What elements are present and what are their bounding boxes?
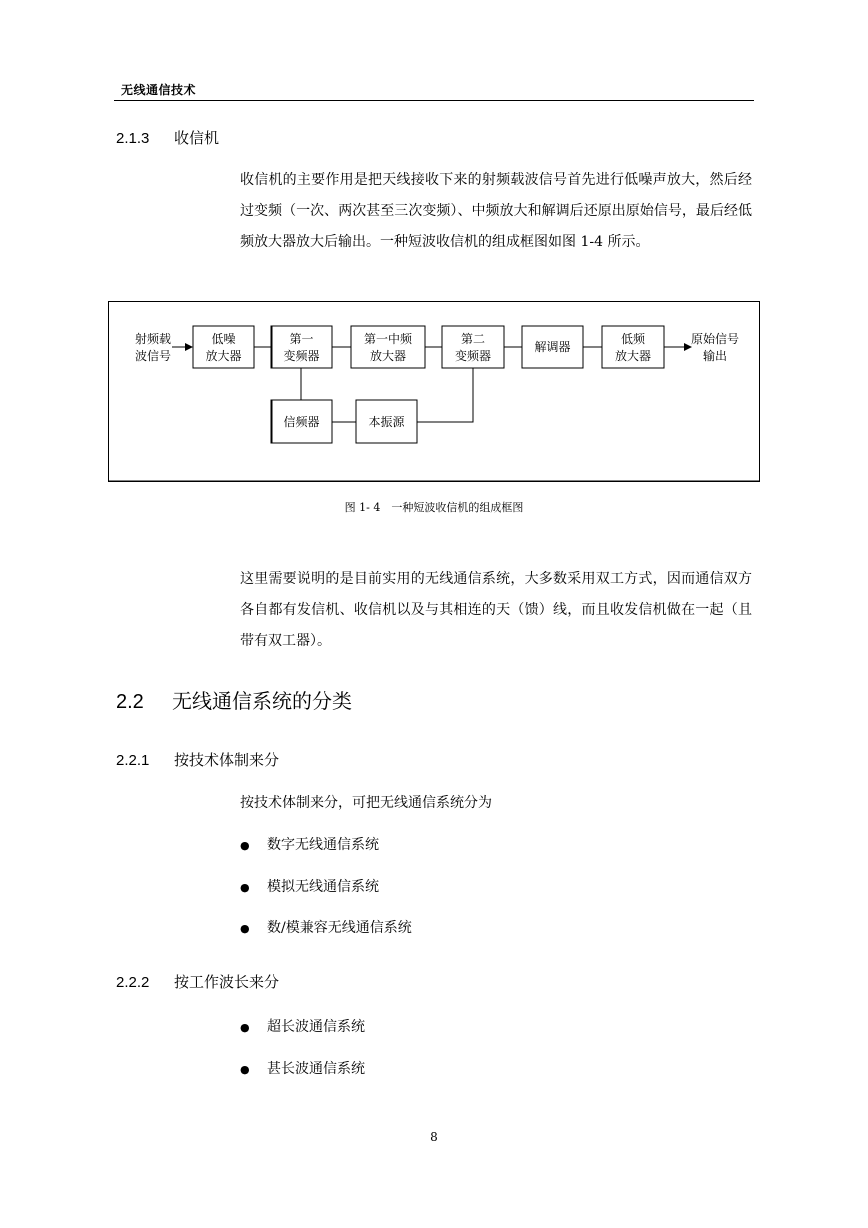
input-arrow-icon — [185, 343, 193, 351]
receiver-block-diagram — [108, 301, 760, 482]
bullet-icon: ● — [240, 881, 250, 894]
input-label-line1: 射频载 — [134, 332, 172, 346]
section-heading-2-2 — [116, 685, 352, 714]
list-item-text: 模拟无线通信系统 — [267, 879, 379, 895]
block-label: 变频器 — [283, 349, 320, 363]
section-title: 按技术体制来分 — [174, 752, 280, 769]
block-label: 变频器 — [454, 349, 492, 363]
header-rule — [114, 100, 754, 101]
section-title: 无线通信系统的分类 — [172, 691, 352, 713]
bullet-icon: ● — [240, 1021, 250, 1034]
section-number: 2.1.3 — [116, 130, 150, 147]
figure-caption: 图 1- 4 一种短波收信机的组成框图 — [344, 501, 524, 514]
duplex-paragraph: 这里需要说明的是目前实用的无线通信系统，大多数采用双工方式，因而通信双方各自都有发信机、收信机以及与其相连的天（馈）线，而且收发信机做在一起（且带有双工器）。 — [240, 571, 752, 649]
list-item — [240, 917, 412, 937]
input-label-line2: 波信号 — [134, 349, 172, 363]
list-item-text: 超长波通信系统 — [267, 1019, 365, 1035]
block-label: 放大器 — [369, 349, 407, 363]
section-title: 按工作波长来分 — [174, 974, 280, 991]
block-label: 低频 — [620, 332, 646, 346]
block-label: 放大器 — [614, 349, 652, 363]
page-number: 8 — [430, 1130, 438, 1144]
section-heading-2-2-2 — [116, 971, 279, 992]
running-header: 无线通信技术 — [121, 83, 197, 97]
section-title: 收信机 — [174, 130, 220, 147]
section-heading-2-2-1 — [116, 749, 279, 770]
block-label: 低噪 — [211, 332, 236, 346]
bullet-icon: ● — [240, 922, 250, 935]
output-label-line1: 原始信号 — [690, 332, 740, 346]
list-item-text: 数字无线通信系统 — [267, 837, 379, 853]
section-heading-2-1-3 — [116, 127, 219, 148]
receiver-paragraph: 收信机的主要作用是把天线接收下来的射频载波信号首先进行低噪声放大，然后经过变频（一次、两次甚至三次变频）、中频放大和解调后还原出原始信号，最后经低频放大器放大后输出。一种短波收信机的组成框图如图 1-4 所示。 — [240, 172, 752, 250]
block-label: 第一 — [289, 332, 314, 346]
output-label-line2: 输出 — [702, 349, 728, 363]
section-number: 2.2 — [116, 691, 144, 713]
bullet-icon: ● — [240, 839, 250, 852]
list-item — [240, 834, 379, 854]
block-label: 本振源 — [368, 415, 405, 429]
block-label: 放大器 — [205, 349, 242, 363]
list-item — [240, 1016, 365, 1036]
list-item-text: 数/模兼容无线通信系统 — [267, 920, 412, 936]
list-item-text: 甚长波通信系统 — [267, 1061, 365, 1077]
bullet-icon: ● — [240, 1063, 250, 1076]
block-label: 解调器 — [534, 340, 571, 354]
list-item — [240, 876, 379, 896]
section-number: 2.2.1 — [116, 752, 150, 769]
list-item — [240, 1058, 365, 1078]
block-label: 第二 — [460, 332, 486, 346]
block-label: 第一中频 — [363, 332, 413, 346]
block-label: 信频器 — [283, 415, 320, 429]
section-number: 2.2.2 — [116, 974, 150, 991]
classification-intro: 按技术体制来分，可把无线通信系统分为 — [240, 795, 492, 811]
